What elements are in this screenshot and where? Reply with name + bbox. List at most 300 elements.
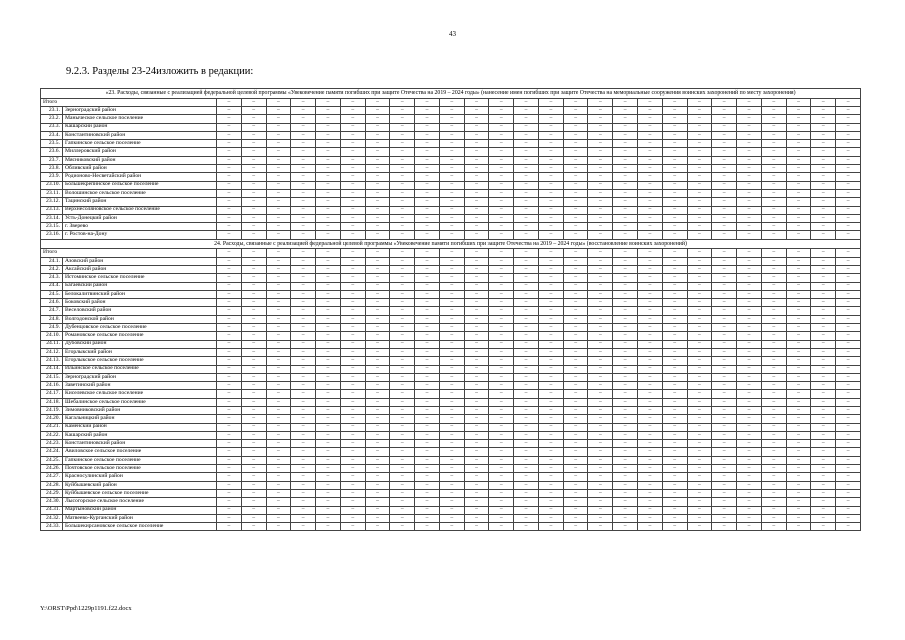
value-cell: – <box>514 473 539 481</box>
value-cell: – <box>316 440 341 448</box>
table-row <box>41 407 861 415</box>
value-cell: – <box>712 148 737 156</box>
value-cell: – <box>588 382 613 390</box>
row-name: Красносулинский район <box>63 473 217 481</box>
value-cell: – <box>266 481 291 489</box>
value-cell: – <box>291 382 316 390</box>
table-row <box>41 365 861 373</box>
value-cell: – <box>365 357 390 365</box>
table-row <box>41 332 861 340</box>
value-cell: – <box>439 106 464 114</box>
value-cell: – <box>217 465 242 473</box>
table-row <box>41 340 861 348</box>
value-cell: – <box>712 290 737 298</box>
value-cell: – <box>464 473 489 481</box>
value-cell: – <box>563 231 588 239</box>
value-cell: – <box>638 398 663 406</box>
value-cell: – <box>291 181 316 189</box>
value-cell: – <box>365 156 390 164</box>
value-cell: – <box>340 423 365 431</box>
value-cell: – <box>464 506 489 514</box>
value-cell: – <box>662 290 687 298</box>
row-number: 23.6. <box>41 148 63 156</box>
table-row <box>41 123 861 131</box>
value-cell: – <box>439 365 464 373</box>
value-cell: – <box>836 231 861 239</box>
value-cell: – <box>588 506 613 514</box>
value-cell: – <box>291 206 316 214</box>
value-cell: – <box>588 431 613 439</box>
row-number: 24.17. <box>41 390 63 398</box>
value-cell: – <box>415 448 440 456</box>
value-cell: – <box>415 473 440 481</box>
value-cell: – <box>836 156 861 164</box>
value-cell: – <box>514 431 539 439</box>
value-cell: – <box>291 456 316 464</box>
value-cell: – <box>638 415 663 423</box>
value-cell: – <box>365 249 390 257</box>
value-cell: – <box>712 131 737 139</box>
value-cell: – <box>662 231 687 239</box>
value-cell: – <box>415 140 440 148</box>
total-label: Итого <box>41 98 217 106</box>
value-cell: – <box>415 198 440 206</box>
value-cell: – <box>415 373 440 381</box>
value-cell: – <box>241 299 266 307</box>
value-cell: – <box>563 223 588 231</box>
value-cell: – <box>464 98 489 106</box>
value-cell: – <box>365 115 390 123</box>
row-number: 23.9. <box>41 173 63 181</box>
value-cell: – <box>365 189 390 197</box>
value-cell: – <box>489 373 514 381</box>
value-cell: – <box>687 489 712 497</box>
value-cell: – <box>588 299 613 307</box>
value-cell: – <box>588 131 613 139</box>
value-cell: – <box>836 173 861 181</box>
value-cell: – <box>291 415 316 423</box>
value-cell: – <box>316 223 341 231</box>
value-cell: – <box>538 214 563 222</box>
value-cell: – <box>291 390 316 398</box>
value-cell: – <box>687 140 712 148</box>
value-cell: – <box>291 448 316 456</box>
value-cell: – <box>737 373 762 381</box>
value-cell: – <box>390 282 415 290</box>
value-cell: – <box>464 173 489 181</box>
value-cell: – <box>390 206 415 214</box>
value-cell: – <box>712 382 737 390</box>
value-cell: – <box>365 106 390 114</box>
value-cell: – <box>266 198 291 206</box>
value-cell: – <box>638 265 663 273</box>
table-row <box>41 206 861 214</box>
value-cell: – <box>563 523 588 531</box>
value-cell: – <box>464 257 489 265</box>
value-cell: – <box>737 265 762 273</box>
value-cell: – <box>241 123 266 131</box>
row-number: 24.18. <box>41 398 63 406</box>
value-cell: – <box>811 506 836 514</box>
row-number: 23.1. <box>41 106 63 114</box>
value-cell: – <box>662 423 687 431</box>
value-cell: – <box>662 382 687 390</box>
value-cell: – <box>538 206 563 214</box>
table-row <box>41 481 861 489</box>
value-cell: – <box>563 390 588 398</box>
value-cell: – <box>439 98 464 106</box>
value-cell: – <box>613 332 638 340</box>
value-cell: – <box>811 489 836 497</box>
value-cell: – <box>712 274 737 282</box>
value-cell: – <box>638 257 663 265</box>
value-cell: – <box>241 506 266 514</box>
row-name: Багаевский район <box>63 282 217 290</box>
value-cell: – <box>638 506 663 514</box>
value-cell: – <box>563 407 588 415</box>
value-cell: – <box>217 348 242 356</box>
value-cell: – <box>464 198 489 206</box>
value-cell: – <box>687 382 712 390</box>
value-cell: – <box>241 514 266 522</box>
value-cell: – <box>390 123 415 131</box>
value-cell: – <box>340 514 365 522</box>
value-cell: – <box>737 332 762 340</box>
row-number: 24.33. <box>41 523 63 531</box>
value-cell: – <box>415 390 440 398</box>
value-cell: – <box>613 514 638 522</box>
value-cell: – <box>217 423 242 431</box>
value-cell: – <box>241 148 266 156</box>
value-cell: – <box>712 223 737 231</box>
value-cell: – <box>588 315 613 323</box>
row-name: Тацинский район <box>63 198 217 206</box>
value-cell: – <box>266 489 291 497</box>
value-cell: – <box>390 465 415 473</box>
value-cell: – <box>439 148 464 156</box>
value-cell: – <box>365 407 390 415</box>
value-cell: – <box>514 489 539 497</box>
row-number: 24.3. <box>41 274 63 282</box>
table-row <box>41 348 861 356</box>
value-cell: – <box>712 249 737 257</box>
value-cell: – <box>217 123 242 131</box>
value-cell: – <box>638 465 663 473</box>
value-cell: – <box>761 324 786 332</box>
value-cell: – <box>217 282 242 290</box>
value-cell: – <box>291 498 316 506</box>
value-cell: – <box>737 365 762 373</box>
value-cell: – <box>737 382 762 390</box>
value-cell: – <box>241 315 266 323</box>
value-cell: – <box>538 481 563 489</box>
value-cell: – <box>439 373 464 381</box>
value-cell: – <box>316 498 341 506</box>
value-cell: – <box>687 98 712 106</box>
value-cell: – <box>390 173 415 181</box>
value-cell: – <box>662 465 687 473</box>
value-cell: – <box>291 465 316 473</box>
value-cell: – <box>439 165 464 173</box>
value-cell: – <box>687 514 712 522</box>
value-cell: – <box>439 223 464 231</box>
value-cell: – <box>638 156 663 164</box>
value-cell: – <box>563 357 588 365</box>
value-cell: – <box>439 489 464 497</box>
value-cell: – <box>291 106 316 114</box>
value-cell: – <box>439 481 464 489</box>
value-cell: – <box>489 173 514 181</box>
value-cell: – <box>489 465 514 473</box>
row-name: Константиновский район <box>63 440 217 448</box>
value-cell: – <box>538 382 563 390</box>
value-cell: – <box>340 198 365 206</box>
value-cell: – <box>316 148 341 156</box>
value-cell: – <box>761 148 786 156</box>
value-cell: – <box>563 348 588 356</box>
value-cell: – <box>266 340 291 348</box>
value-cell: – <box>737 473 762 481</box>
value-cell: – <box>613 265 638 273</box>
value-cell: – <box>217 189 242 197</box>
value-cell: – <box>811 357 836 365</box>
value-cell: – <box>489 257 514 265</box>
value-cell: – <box>316 382 341 390</box>
row-name: Кашарский район <box>63 123 217 131</box>
value-cell: – <box>241 140 266 148</box>
value-cell: – <box>316 131 341 139</box>
value-cell: – <box>241 398 266 406</box>
value-cell: – <box>687 523 712 531</box>
value-cell: – <box>613 340 638 348</box>
value-cell: – <box>316 106 341 114</box>
value-cell: – <box>266 407 291 415</box>
value-cell: – <box>439 415 464 423</box>
value-cell: – <box>316 140 341 148</box>
value-cell: – <box>439 506 464 514</box>
value-cell: – <box>415 315 440 323</box>
value-cell: – <box>638 382 663 390</box>
value-cell: – <box>340 340 365 348</box>
value-cell: – <box>638 189 663 197</box>
value-cell: – <box>687 231 712 239</box>
value-cell: – <box>613 440 638 448</box>
value-cell: – <box>266 231 291 239</box>
value-cell: – <box>638 223 663 231</box>
value-cell: – <box>538 181 563 189</box>
value-cell: – <box>415 148 440 156</box>
value-cell: – <box>662 106 687 114</box>
value-cell: – <box>365 340 390 348</box>
value-cell: – <box>365 423 390 431</box>
table-row <box>41 506 861 514</box>
row-name: Ильинское сельское поселение <box>63 365 217 373</box>
value-cell: – <box>737 514 762 522</box>
value-cell: – <box>266 456 291 464</box>
value-cell: – <box>662 115 687 123</box>
value-cell: – <box>712 407 737 415</box>
value-cell: – <box>538 307 563 315</box>
value-cell: – <box>588 423 613 431</box>
value-cell: – <box>613 231 638 239</box>
value-cell: – <box>563 415 588 423</box>
value-cell: – <box>217 398 242 406</box>
value-cell: – <box>563 123 588 131</box>
value-cell: – <box>340 282 365 290</box>
value-cell: – <box>588 257 613 265</box>
value-cell: – <box>266 373 291 381</box>
value-cell: – <box>538 489 563 497</box>
value-cell: – <box>563 481 588 489</box>
value-cell: – <box>613 181 638 189</box>
value-cell: – <box>613 481 638 489</box>
value-cell: – <box>217 489 242 497</box>
value-cell: – <box>712 506 737 514</box>
value-cell: – <box>489 131 514 139</box>
value-cell: – <box>266 431 291 439</box>
value-cell: – <box>761 156 786 164</box>
value-cell: – <box>613 382 638 390</box>
value-cell: – <box>538 131 563 139</box>
value-cell: – <box>266 506 291 514</box>
value-cell: – <box>662 165 687 173</box>
value-cell: – <box>415 173 440 181</box>
value-cell: – <box>761 523 786 531</box>
value-cell: – <box>712 456 737 464</box>
value-cell: – <box>489 423 514 431</box>
row-name: Веселовский район <box>63 307 217 315</box>
value-cell: – <box>761 257 786 265</box>
value-cell: – <box>538 332 563 340</box>
value-cell: – <box>365 382 390 390</box>
value-cell: – <box>836 223 861 231</box>
value-cell: – <box>514 307 539 315</box>
value-cell: – <box>761 382 786 390</box>
value-cell: – <box>464 290 489 298</box>
value-cell: – <box>291 299 316 307</box>
value-cell: – <box>340 398 365 406</box>
value-cell: – <box>737 465 762 473</box>
value-cell: – <box>291 115 316 123</box>
value-cell: – <box>737 456 762 464</box>
value-cell: – <box>638 473 663 481</box>
row-number: 24.29. <box>41 489 63 497</box>
value-cell: – <box>786 423 811 431</box>
value-cell: – <box>836 332 861 340</box>
value-cell: – <box>266 290 291 298</box>
value-cell: – <box>514 456 539 464</box>
value-cell: – <box>266 156 291 164</box>
value-cell: – <box>588 373 613 381</box>
value-cell: – <box>390 506 415 514</box>
value-cell: – <box>514 131 539 139</box>
value-cell: – <box>489 156 514 164</box>
value-cell: – <box>291 98 316 106</box>
value-cell: – <box>638 431 663 439</box>
value-cell: – <box>291 407 316 415</box>
value-cell: – <box>489 206 514 214</box>
value-cell: – <box>538 440 563 448</box>
value-cell: – <box>712 332 737 340</box>
value-cell: – <box>737 115 762 123</box>
value-cell: – <box>712 206 737 214</box>
value-cell: – <box>489 407 514 415</box>
value-cell: – <box>241 189 266 197</box>
value-cell: – <box>712 115 737 123</box>
value-cell: – <box>365 373 390 381</box>
row-number: 24.32. <box>41 514 63 522</box>
value-cell: – <box>638 448 663 456</box>
value-cell: – <box>662 506 687 514</box>
row-number: 24.19. <box>41 407 63 415</box>
value-cell: – <box>687 415 712 423</box>
value-cell: – <box>662 223 687 231</box>
value-cell: – <box>266 423 291 431</box>
value-cell: – <box>415 156 440 164</box>
value-cell: – <box>365 506 390 514</box>
value-cell: – <box>415 398 440 406</box>
value-cell: – <box>563 198 588 206</box>
value-cell: – <box>514 290 539 298</box>
row-number: 24.2. <box>41 265 63 273</box>
table-row <box>41 148 861 156</box>
value-cell: – <box>662 373 687 381</box>
value-cell: – <box>737 98 762 106</box>
value-cell: – <box>613 398 638 406</box>
value-cell: – <box>761 206 786 214</box>
value-cell: – <box>563 140 588 148</box>
value-cell: – <box>563 274 588 282</box>
value-cell: – <box>613 214 638 222</box>
value-cell: – <box>489 498 514 506</box>
value-cell: – <box>340 290 365 298</box>
value-cell: – <box>737 315 762 323</box>
table-row-total <box>41 249 861 257</box>
value-cell: – <box>687 340 712 348</box>
value-cell: – <box>687 181 712 189</box>
value-cell: – <box>439 340 464 348</box>
value-cell: – <box>786 148 811 156</box>
value-cell: – <box>489 249 514 257</box>
table-row <box>41 423 861 431</box>
value-cell: – <box>241 257 266 265</box>
value-cell: – <box>836 315 861 323</box>
value-cell: – <box>439 231 464 239</box>
value-cell: – <box>613 407 638 415</box>
value-cell: – <box>563 307 588 315</box>
value-cell: – <box>340 115 365 123</box>
value-cell: – <box>514 390 539 398</box>
value-cell: – <box>340 140 365 148</box>
value-cell: – <box>712 481 737 489</box>
row-number: 23.13. <box>41 206 63 214</box>
value-cell: – <box>638 274 663 282</box>
value-cell: – <box>439 274 464 282</box>
value-cell: – <box>266 148 291 156</box>
value-cell: – <box>489 290 514 298</box>
value-cell: – <box>811 231 836 239</box>
value-cell: – <box>563 214 588 222</box>
value-cell: – <box>217 106 242 114</box>
value-cell: – <box>415 348 440 356</box>
value-cell: – <box>786 415 811 423</box>
value-cell: – <box>266 348 291 356</box>
value-cell: – <box>538 340 563 348</box>
value-cell: – <box>439 448 464 456</box>
value-cell: – <box>316 249 341 257</box>
value-cell: – <box>836 290 861 298</box>
value-cell: – <box>316 165 341 173</box>
